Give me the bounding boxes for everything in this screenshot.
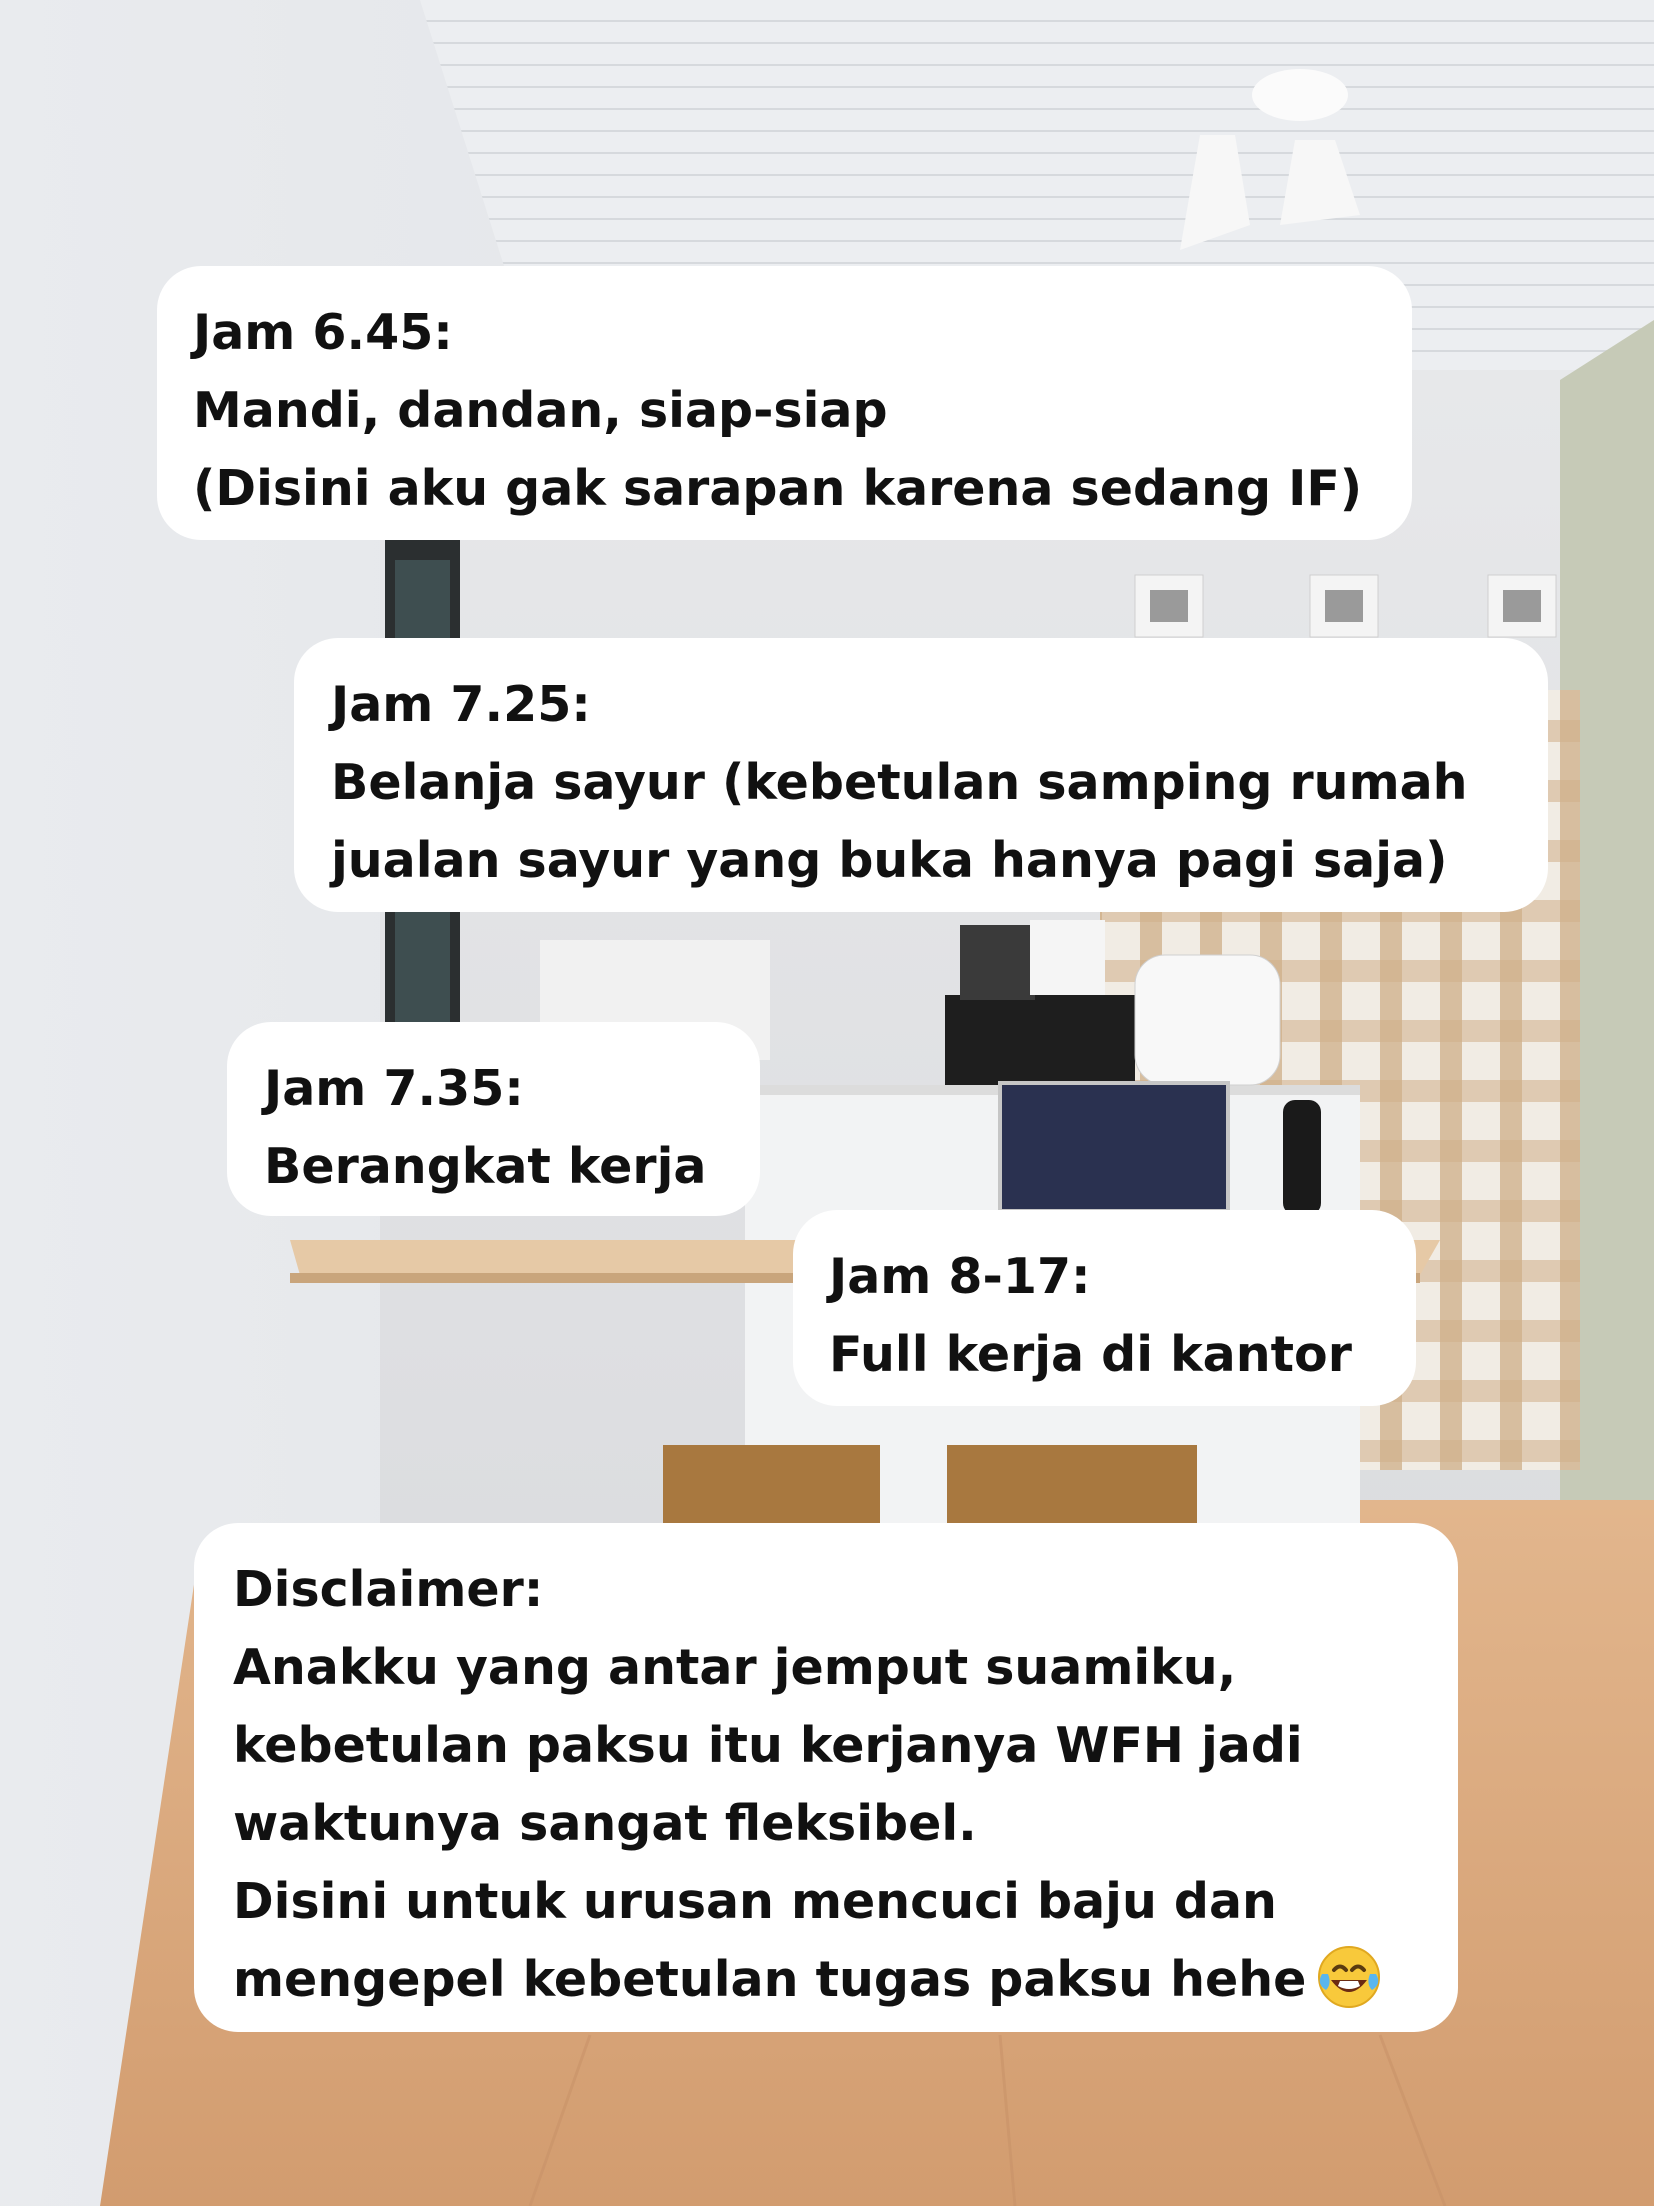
caption-bubble-0645 — [157, 266, 1412, 540]
disclaimer-line-text: mengepel kebetulan tugas paksu hehe — [233, 1951, 1307, 2008]
caption-bubble-0725 — [294, 638, 1548, 912]
disclaimer-line: waktunya sangat fleksibel. — [233, 1795, 977, 1852]
disclaimer-line: Anakku yang antar jemput suamiku, — [233, 1639, 1237, 1696]
caption-bubble-8-17 — [793, 1210, 1416, 1406]
caption-line: Full kerja di kantor — [829, 1326, 1352, 1383]
caption-line: jualan sayur yang buka hanya pagi saja) — [331, 832, 1448, 889]
caption-heading: Jam 7.35: — [264, 1060, 524, 1117]
caption-line: Belanja sayur (kebetulan samping rumah — [331, 754, 1468, 811]
caption-heading: Jam 6.45: — [193, 304, 453, 361]
disclaimer-line: Disini untuk urusan mencuci baju dan — [233, 1873, 1277, 1930]
disclaimer-bubble — [194, 1523, 1458, 2032]
laughing-tears-emoji-icon — [1316, 1944, 1382, 2010]
disclaimer-line: kebetulan paksu itu kerjanya WFH jadi — [233, 1717, 1303, 1774]
disclaimer-heading: Disclaimer: — [233, 1561, 544, 1618]
caption-line: (Disini aku gak sarapan karena sedang IF) — [193, 460, 1363, 517]
caption-heading: Jam 8-17: — [829, 1248, 1091, 1305]
disclaimer-last-line — [233, 1941, 1458, 2019]
caption-line: Mandi, dandan, siap-siap — [193, 382, 888, 439]
caption-line: Berangkat kerja — [264, 1138, 707, 1195]
caption-heading: Jam 7.25: — [331, 676, 591, 733]
caption-bubble-0735 — [227, 1022, 760, 1216]
